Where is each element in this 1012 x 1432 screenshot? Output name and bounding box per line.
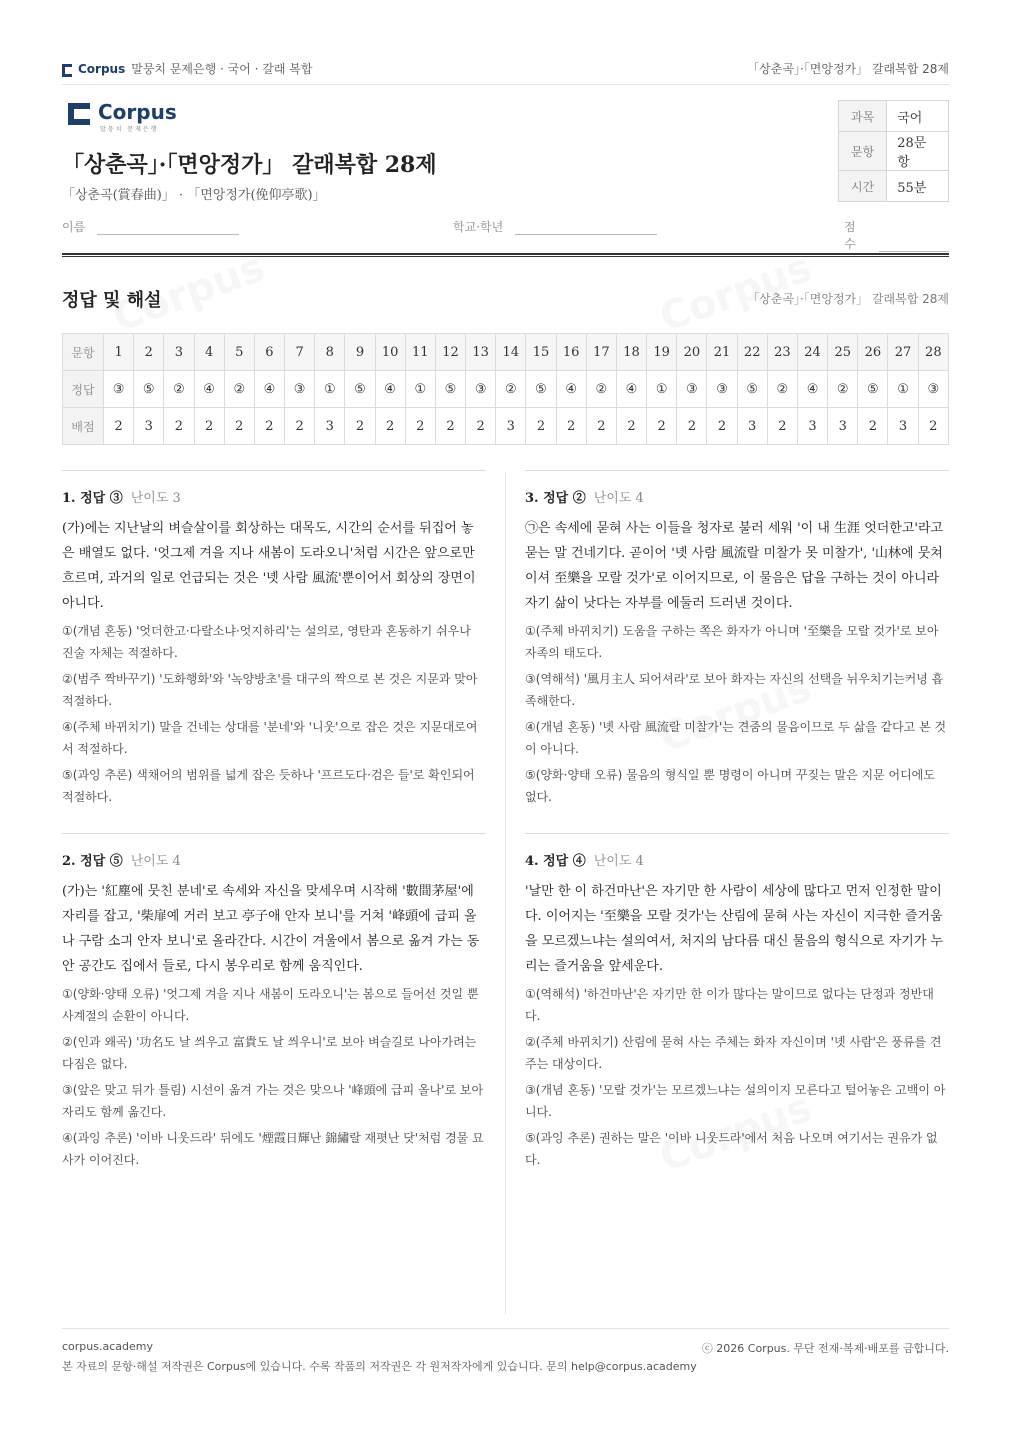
answer-cell: ③: [466, 371, 496, 408]
points-cell: 3: [496, 408, 526, 445]
question-number-cell: 15: [526, 334, 556, 371]
info-row: [839, 171, 949, 202]
row-label: 정답: [63, 371, 104, 408]
question-number-cell: 27: [888, 334, 918, 371]
points-cell: 2: [677, 408, 707, 445]
answer-cell: ②: [586, 371, 616, 408]
difficulty: 난이도 3: [130, 491, 181, 506]
points-cell: 2: [224, 408, 254, 445]
question-number-cell: 26: [858, 334, 888, 371]
question-number-cell: 19: [647, 334, 677, 371]
answer-sheet-page: [62, 0, 949, 1432]
explanation-block: [62, 833, 486, 1171]
question-heading: [62, 850, 486, 869]
option-explanation: ②(인과 왜곡) '功名도 날 씌우고 富貴도 날 씌우니'로 보아 벼슬길로 나아가려는 다짐은 없다.: [62, 1035, 477, 1071]
student-fields: [62, 218, 949, 251]
question-number-cell: 14: [496, 334, 526, 371]
breadcrumb: 말뭉치 문제은행 · 국어 · 갈래 복합: [131, 62, 313, 76]
grade-field[interactable]: [453, 218, 657, 235]
option-explanation: ②(범주 짝바꾸기) '도화행화'와 '녹양방초'를 대구의 짝으로 본 것은 지문과 맞아 적절하다.: [62, 672, 478, 708]
explanation-block: [62, 470, 486, 808]
answer-cell: ③: [918, 371, 948, 408]
answer-cell: ②: [767, 371, 797, 408]
points-cell: 2: [104, 408, 134, 445]
answer-cell: ③: [104, 371, 134, 408]
answer-table-numbers-row: [63, 334, 949, 371]
answer-cell: ④: [194, 371, 224, 408]
difficulty: 난이도 4: [130, 854, 181, 869]
question-answer: 3. 정답 ②: [525, 491, 586, 506]
option-explanation: ③(역해석) '風月主人 되어셔라'로 보아 화자는 자신의 선택을 뉘우치기는커녕 흡족해한다.: [525, 672, 944, 708]
points-cell: 3: [797, 408, 827, 445]
answer-table: [62, 333, 949, 445]
answer-cell: ③: [285, 371, 315, 408]
column-divider: [505, 472, 506, 1314]
option-explanation: ③(앞은 맞고 뒤가 틀림) 시선이 옮겨 가는 것은 맞으나 '峰頭에 급피 올나'로 보아 자리도 함께 옮긴다.: [62, 1083, 484, 1119]
grade-blank[interactable]: [515, 218, 657, 235]
points-cell: 2: [375, 408, 405, 445]
answer-cell: ⑤: [345, 371, 375, 408]
question-number-cell: 8: [315, 334, 345, 371]
points-cell: 2: [616, 408, 646, 445]
answer-cell: ②: [224, 371, 254, 408]
points-cell: 2: [285, 408, 315, 445]
explanation-main: (가)는 '紅塵에 뭇친 분네'로 속세와 자신을 맞세우며 시작해 '數間茅屋'에 자리를 잡고, '柴扉예 거러 보고 亭子애 안자 보니'를 거쳐 '峰頭에 급피 올나 구람 소긔 안자 보니'로 올라간다. 시간이 겨울에서 봄으로 옮겨 가는 동안 공간도 집에서 들로, 다시 봉우리로 함께 움직인다.: [62, 884, 480, 974]
points-cell: 2: [707, 408, 737, 445]
points-cell: 3: [315, 408, 345, 445]
name-field[interactable]: [62, 218, 239, 235]
question-number-cell: 23: [767, 334, 797, 371]
option-explanation: ②(주체 바뀌치기) 산림에 묻혀 사는 주체는 화자 자신이며 '녯 사람'은 풍류를 견주는 대상이다.: [525, 1035, 942, 1071]
answer-cell: ②: [164, 371, 194, 408]
header-double-rule: [62, 253, 949, 257]
top-header: [62, 58, 949, 80]
footer-copyright: ⓒ 2026 Corpus. 무단 전재·복제·배포를 금합니다.: [701, 1342, 949, 1355]
answer-cell: ③: [677, 371, 707, 408]
question-heading: [525, 487, 949, 506]
question-number-cell: 13: [466, 334, 496, 371]
score-blank[interactable]: [879, 235, 949, 252]
question-number-cell: 10: [375, 334, 405, 371]
points-cell: 2: [767, 408, 797, 445]
explanation-main: ㉠은 속세에 묻혀 사는 이들을 청자로 불러 세워 '이 내 生涯 엇더한고'라고 묻는 말 건네기다. 곧이어 '녯 사람 風流랄 미찰가 못 미찰가', '山林에 뭇쳐 이셔 至樂을 모랄 것가'로 이어지므로, 이 물음은 답을 구하는 것이 아니라 자기 삶이 낫다는 자부를 에둘러 드러낸 것이다.: [525, 521, 944, 611]
info-value: 55분: [887, 171, 949, 202]
corpus-logo: [68, 100, 177, 133]
corpus-logo-icon: [62, 64, 72, 74]
score-field[interactable]: [844, 218, 949, 252]
question-number-cell: 11: [405, 334, 435, 371]
option-explanation: ⑤(양화·양태 오류) 물음의 형식일 뿐 명령이 아니며 꾸짖는 말은 지문 어디에도 없다.: [525, 768, 935, 804]
score-label: 점수: [844, 220, 856, 251]
question-answer: 1. 정답 ③: [62, 491, 123, 506]
option-explanation: ④(개념 혼동) '녯 사람 風流랄 미찰가'는 견줌의 물음이므로 두 삶을 같다고 본 것이 아니다.: [525, 720, 947, 756]
question-number-cell: 3: [164, 334, 194, 371]
info-key: 문항: [839, 132, 887, 171]
explanation-main: (가)에는 지난날의 벼슬살이를 회상하는 대목도, 시간의 순서를 뒤집어 놓은 배열도 없다. '엇그제 겨을 지나 새봄이 도라오니'처럼 시간은 앞으로만 흐르며, 과거의 일로 언급되는 것은 '녯 사람 風流'뿐이어서 회상의 장면이 아니다.: [62, 521, 476, 611]
question-number-cell: 9: [345, 334, 375, 371]
points-cell: 3: [737, 408, 767, 445]
exam-info-table: [838, 100, 949, 202]
info-key: 과목: [839, 101, 887, 132]
points-cell: 2: [194, 408, 224, 445]
explanation-block: [525, 470, 949, 808]
question-number-cell: 2: [134, 334, 164, 371]
section-title: 정답 및 해설: [62, 290, 162, 311]
points-cell: 2: [254, 408, 284, 445]
points-cell: 3: [134, 408, 164, 445]
answer-cell: ④: [556, 371, 586, 408]
row-label: 배점: [63, 408, 104, 445]
question-number-cell: 4: [194, 334, 224, 371]
question-number-cell: 16: [556, 334, 586, 371]
answer-cell: ⑤: [737, 371, 767, 408]
question-answer: 4. 정답 ④: [525, 854, 586, 869]
question-number-cell: 1: [104, 334, 134, 371]
answer-cell: ⑤: [134, 371, 164, 408]
points-cell: 2: [526, 408, 556, 445]
footer-notice: 본 자료의 문항·해설 저작권은 Corpus에 있습니다. 수록 작품의 저작권은 각 원저작자에게 있습니다. 문의 help@corpus.academy: [62, 1360, 697, 1373]
question-heading: [62, 487, 486, 506]
points-cell: 2: [647, 408, 677, 445]
option-explanation: ①(개념 혼동) '엇더한고·다랄소냐·엇지하리'는 설의로, 영탄과 혼동하기 쉬우나 진술 자체는 적절하다.: [62, 624, 471, 660]
points-cell: 2: [586, 408, 616, 445]
logo-name: Corpus: [98, 100, 177, 124]
answer-cell: ①: [888, 371, 918, 408]
points-cell: 3: [828, 408, 858, 445]
points-cell: 2: [405, 408, 435, 445]
answer-cell: ①: [315, 371, 345, 408]
question-number-cell: 12: [435, 334, 465, 371]
header-divider: [62, 84, 949, 85]
question-number-cell: 7: [285, 334, 315, 371]
question-number-cell: 24: [797, 334, 827, 371]
grade-label: 학교·학년: [453, 220, 504, 234]
option-explanation: ③(개념 혼동) '모랄 것가'는 모르겠느냐는 설의이지 모른다고 털어놓은 고백이 아니다.: [525, 1083, 946, 1119]
answer-cell: ④: [616, 371, 646, 408]
logo-tagline: 말뭉치 문제은행: [100, 126, 159, 133]
difficulty: 난이도 4: [593, 491, 644, 506]
info-value: 28문항: [887, 132, 949, 171]
question-number-cell: 18: [616, 334, 646, 371]
points-cell: 2: [858, 408, 888, 445]
question-number-cell: 25: [828, 334, 858, 371]
option-explanation: ①(주체 바뀌치기) 도움을 구하는 쪽은 화자가 아니며 '至樂을 모랄 것가'로 보아 자족의 태도다.: [525, 624, 939, 660]
option-explanation: ⑤(과잉 추론) 색채어의 범위를 넓게 잡은 듯하나 '프르도다·검은 들'로 확인되어 적절하다.: [62, 768, 475, 804]
question-number-cell: 21: [707, 334, 737, 371]
footer-divider: [62, 1328, 949, 1329]
answer-cell: ②: [496, 371, 526, 408]
info-row: [839, 132, 949, 171]
answer-cell: ②: [828, 371, 858, 408]
answer-cell: ④: [375, 371, 405, 408]
answer-table-answers-row: [63, 371, 949, 408]
info-key: 시간: [839, 171, 887, 202]
brand-name[interactable]: Corpus: [78, 61, 126, 76]
option-explanation: ⑤(과잉 추론) 권하는 말은 '이바 니웃드라'에서 처음 나오며 여기서는 권유가 없다.: [525, 1131, 938, 1167]
section-subtitle: 「상춘곡」·「면앙정가」 갈래복합 28제: [747, 292, 949, 306]
footer-site-link[interactable]: corpus.academy: [62, 1340, 153, 1353]
points-cell: 3: [888, 408, 918, 445]
answer-cell: ⑤: [435, 371, 465, 408]
points-cell: 2: [435, 408, 465, 445]
points-cell: 2: [345, 408, 375, 445]
question-number-cell: 17: [586, 334, 616, 371]
corpus-mark-icon: [68, 103, 90, 125]
question-number-cell: 20: [677, 334, 707, 371]
points-cell: 2: [556, 408, 586, 445]
option-explanation: ④(과잉 추론) '이바 니웃드라' 뒤에도 '煙霞日輝난 錦繡랄 재폇난 닷'처럼 경물 묘사가 이어진다.: [62, 1131, 484, 1167]
question-number-cell: 6: [254, 334, 284, 371]
info-value: 국어: [887, 101, 949, 132]
info-row: [839, 101, 949, 132]
answer-cell: ⑤: [526, 371, 556, 408]
answer-cell: ④: [797, 371, 827, 408]
answer-cell: ③: [707, 371, 737, 408]
answer-cell: ①: [405, 371, 435, 408]
question-number-cell: 22: [737, 334, 767, 371]
name-blank[interactable]: [97, 218, 239, 235]
answer-cell: ⑤: [858, 371, 888, 408]
question-number-cell: 28: [918, 334, 948, 371]
name-label: 이름: [62, 220, 86, 234]
question-answer: 2. 정답 ⑤: [62, 854, 123, 869]
row-label: 문항: [63, 334, 104, 371]
answer-table-points-row: [63, 408, 949, 445]
option-explanation: ①(양화·양태 오류) '엇그제 겨을 지나 새봄이 도라오니'는 봄으로 들어선 것일 뿐 사계절의 순환이 아니다.: [62, 987, 479, 1023]
top-header-title: 「상춘곡」·「면앙정가」 갈래복합 28제: [747, 62, 949, 76]
difficulty: 난이도 4: [593, 854, 644, 869]
answer-cell: ①: [647, 371, 677, 408]
points-cell: 2: [466, 408, 496, 445]
page-subtitle: 「상춘곡(賞春曲)」 · 「면앙정가(俛仰亭歌)」: [62, 188, 326, 203]
page-title: 「상춘곡」·「면앙정가」 갈래복합 28제: [62, 152, 437, 178]
explanation-block: [525, 833, 949, 1171]
question-number-cell: 5: [224, 334, 254, 371]
answer-cell: ④: [254, 371, 284, 408]
option-explanation: ④(주체 바뀌치기) 말을 건네는 상대를 '분네'와 '니웃'으로 잡은 것은 지문대로여서 적절하다.: [62, 720, 478, 756]
points-cell: 2: [918, 408, 948, 445]
explanation-main: '날만 한 이 하건마난'은 자기만 한 사람이 세상에 많다고 먼저 인정한 말이다. 이어지는 '至樂을 모랄 것가'는 산림에 묻혀 사는 자신이 지극한 즐거움을 모르겠느냐는 설의여서, 처지의 남다름 대신 물음의 형식으로 자기가 누리는 즐거움을 앞세운다.: [525, 884, 944, 974]
points-cell: 2: [164, 408, 194, 445]
top-header-left: [62, 60, 312, 77]
question-heading: [525, 850, 949, 869]
option-explanation: ①(역해석) '하건마난'은 자기만 한 이가 많다는 말이므로 없다는 단정과 정반대다.: [525, 987, 934, 1023]
